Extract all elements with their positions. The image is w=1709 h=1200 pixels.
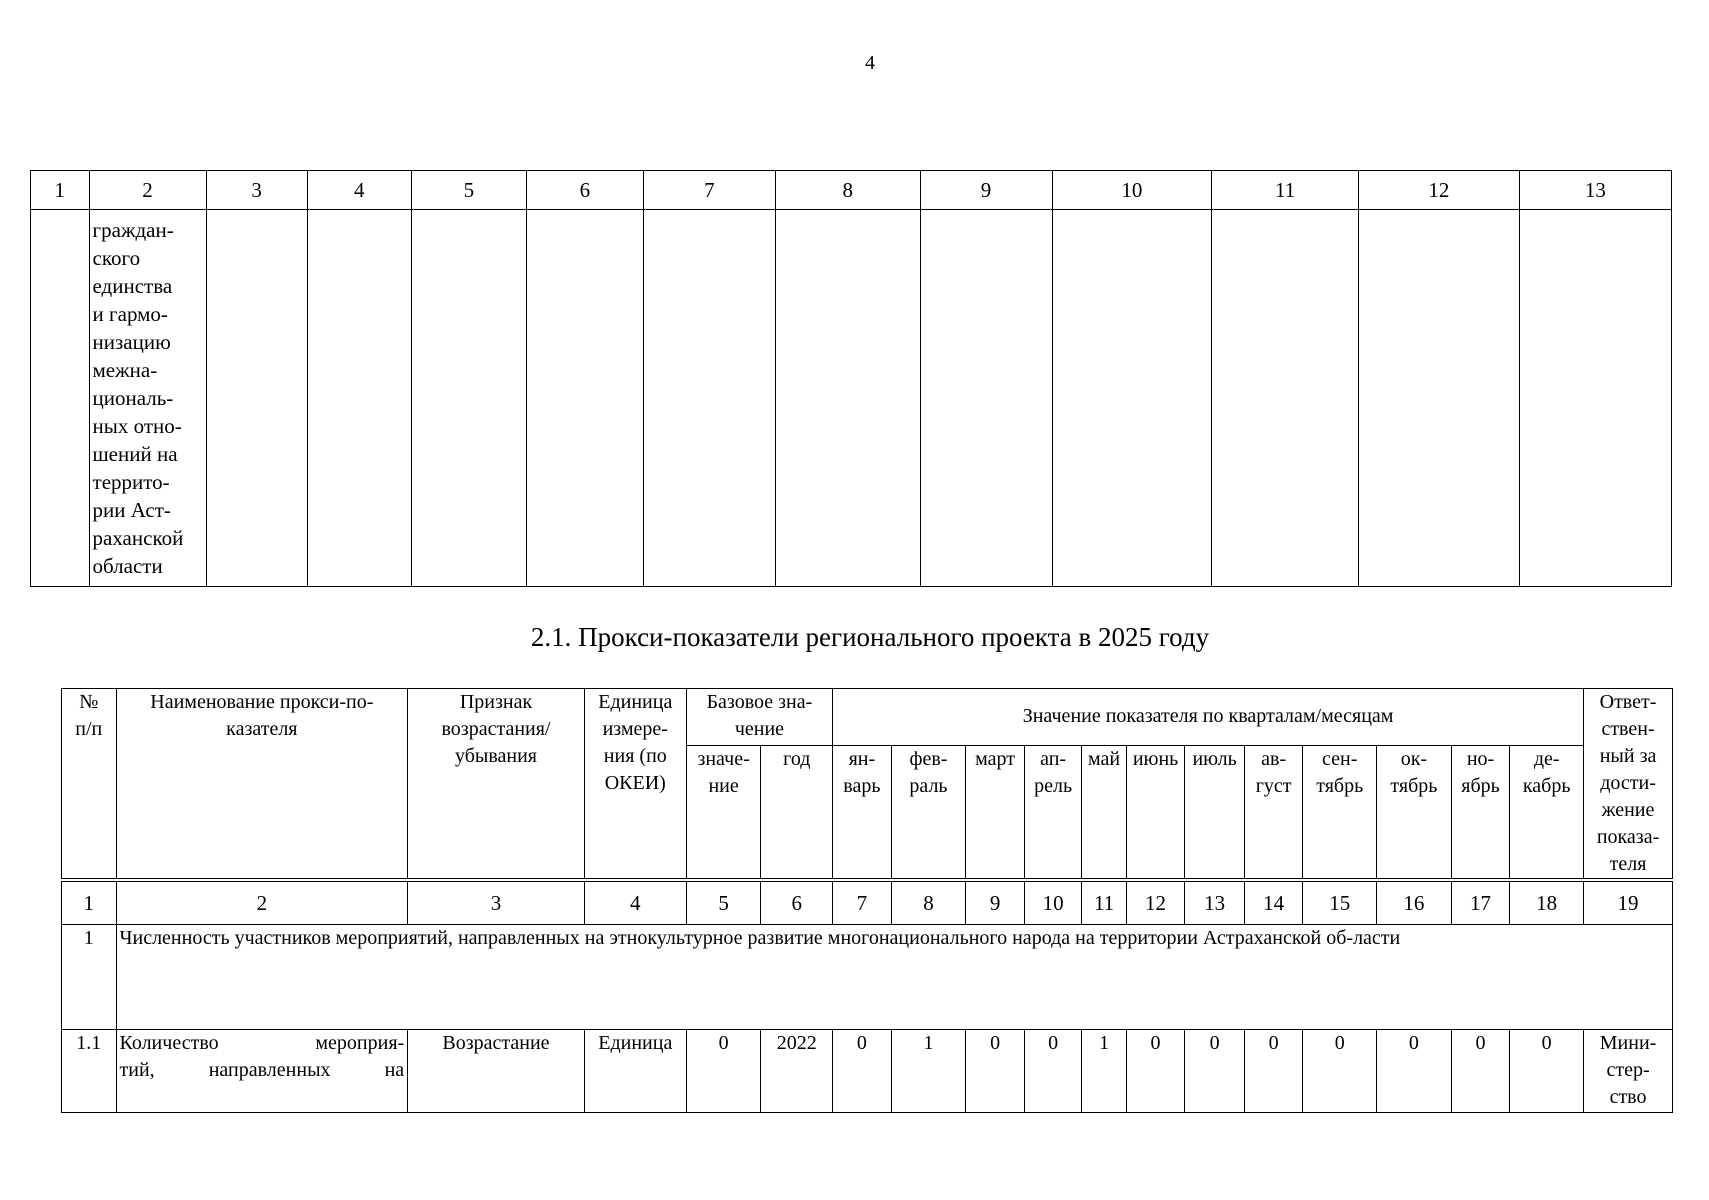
header-month-line: июль	[1192, 747, 1237, 770]
column-number-cell: 1	[62, 880, 117, 925]
header-month-line: фев-	[909, 747, 948, 770]
column-number-cell: 2	[116, 880, 408, 925]
header-month-line: раль	[909, 774, 948, 797]
header-base	[686, 689, 832, 746]
indicator-month-value: 0	[1126, 1030, 1185, 1113]
header-base-line: Базовое зна-	[706, 691, 813, 713]
column-number-cell: 4	[584, 880, 686, 925]
header-base-line: чение	[734, 718, 785, 740]
header-month-line: кабрь	[1522, 774, 1571, 797]
column-number-cell: 7	[643, 171, 775, 210]
header-month-line: ав-	[1261, 747, 1287, 770]
indicator-month-value: 0	[1510, 1030, 1584, 1113]
indicator-month-value: 1	[891, 1030, 966, 1113]
header-month-line: тябрь	[1316, 774, 1364, 797]
header-responsible-line: показа-	[1596, 826, 1660, 848]
header-month	[966, 745, 1025, 880]
column-number-row	[62, 880, 1673, 925]
continuation-header-row	[31, 171, 1672, 210]
header-responsible-line: дости-	[1600, 772, 1656, 794]
column-number-cell: 5	[411, 171, 526, 210]
header-month-line: тябрь	[1390, 774, 1438, 797]
continuation-text-line: низацию	[92, 330, 171, 354]
continuation-text-line: ского	[92, 246, 141, 270]
column-number-cell: 17	[1451, 880, 1510, 925]
continuation-text-cell	[89, 210, 206, 587]
header-month-line: рель	[1034, 774, 1073, 797]
continuation-text-line: циональ-	[92, 386, 174, 410]
column-number-cell: 9	[966, 880, 1025, 925]
column-number-cell: 18	[1510, 880, 1584, 925]
column-number-cell: 3	[206, 171, 307, 210]
indicator-month-value: 0	[1451, 1030, 1510, 1113]
header-row-top	[62, 689, 1673, 746]
header-unit-line: измере-	[602, 718, 668, 740]
header-month	[1377, 745, 1452, 880]
header-unit-line: ОКЕИ)	[604, 772, 666, 794]
header-sign-line: возрастания/	[441, 718, 551, 740]
header-month	[1126, 745, 1185, 880]
empty-cell	[1212, 210, 1359, 587]
column-number-cell: 3	[408, 880, 585, 925]
continuation-text-line: рии Аст-	[92, 498, 171, 522]
column-number-cell: 12	[1359, 171, 1520, 210]
empty-cell	[643, 210, 775, 587]
header-month	[1244, 745, 1303, 880]
column-number-cell: 9	[920, 171, 1052, 210]
empty-cell	[1052, 210, 1212, 587]
continuation-text-line: единства	[92, 274, 173, 298]
header-month	[891, 745, 966, 880]
section-title: 2.1. Прокси-показатели регионального проекта в 2025 году	[530, 622, 1210, 652]
header-base-value	[686, 745, 761, 880]
header-responsible	[1584, 689, 1673, 881]
column-number-cell: 10	[1024, 880, 1082, 925]
continuation-text-line: шений на	[92, 442, 178, 466]
continuation-body-row	[31, 210, 1672, 587]
indicator-month-value: 0	[1303, 1030, 1377, 1113]
continuation-text-line: граждан-	[92, 218, 174, 242]
header-num	[62, 689, 117, 881]
indicator-month-value: 1	[1082, 1030, 1126, 1113]
header-month-line: сен-	[1322, 747, 1358, 770]
header-month-line: но-	[1466, 747, 1495, 770]
proxy-indicators-table	[61, 688, 1673, 1113]
header-month-line: май	[1088, 747, 1121, 770]
column-number-cell: 5	[686, 880, 761, 925]
column-number-cell: 8	[775, 171, 920, 210]
column-number-cell: 19	[1584, 880, 1673, 925]
continuation-table	[30, 170, 1672, 587]
indicator-month-value: 0	[1244, 1030, 1303, 1113]
column-number-cell: 1	[31, 171, 90, 210]
indicator-responsible	[1584, 1030, 1673, 1113]
indicator-month-value: 0	[1024, 1030, 1082, 1113]
continuation-text-line: и гармо-	[92, 302, 168, 326]
indicator-name-line2: тий, направленных на	[119, 1059, 405, 1081]
header-responsible-line: жение	[1601, 799, 1655, 821]
column-number-cell: 6	[761, 880, 833, 925]
header-unit-line: Единица	[598, 691, 673, 713]
header-num-line: п/п	[75, 718, 103, 740]
indicator-name-line1: Количество мероприя-	[119, 1032, 405, 1054]
header-month-line: март	[975, 747, 1016, 770]
header-month	[1303, 745, 1377, 880]
indicator-num: 1.1	[62, 1030, 117, 1113]
header-responsible-line: ствен-	[1601, 718, 1655, 740]
column-number-cell: 15	[1303, 880, 1377, 925]
header-name-line: Наименование прокси-по-	[150, 691, 374, 713]
column-number-cell: 12	[1126, 880, 1185, 925]
header-month	[1185, 745, 1245, 880]
indicator-name	[116, 1030, 408, 1113]
column-number-cell: 7	[833, 880, 892, 925]
header-sign-line: Признак	[459, 691, 533, 713]
header-unit-line: ния (по	[603, 745, 667, 767]
header-name-line: казателя	[226, 718, 298, 740]
continuation-text-line: террито-	[92, 470, 170, 494]
empty-cell	[1519, 210, 1671, 587]
empty-cell	[206, 210, 307, 587]
page-number: 4	[865, 52, 875, 74]
empty-cell	[775, 210, 920, 587]
header-month	[833, 745, 892, 880]
indicator-responsible-line: ство	[1609, 1086, 1647, 1108]
header-base-value-line: значе-	[697, 747, 750, 770]
column-number-cell: 6	[526, 171, 643, 210]
header-month-line: де-	[1533, 747, 1560, 770]
empty-cell	[526, 210, 643, 587]
goal-text: Численность участников мероприятий, направленных на этнокультурное развитие многонационального народа на территории Астраханской об-ласти	[116, 925, 1673, 1030]
indicator-base-year: 2022	[761, 1030, 833, 1113]
header-responsible-line: Ответ-	[1599, 691, 1657, 713]
header-responsible-line: теля	[1609, 853, 1647, 875]
header-month-line: густ	[1255, 774, 1292, 797]
empty-cell	[31, 210, 90, 587]
empty-cell	[1359, 210, 1520, 587]
header-quarters: Значение показателя по кварталам/месяцам	[833, 689, 1584, 746]
header-num-line: №	[79, 691, 99, 713]
continuation-text-line: области	[92, 554, 163, 578]
header-sign-line: убывания	[454, 745, 537, 767]
header-base-year: год	[761, 745, 833, 880]
header-name	[116, 689, 408, 881]
header-month-line: ок-	[1400, 747, 1428, 770]
indicator-month-value: 0	[833, 1030, 892, 1113]
header-sign	[408, 689, 585, 881]
column-number-cell: 10	[1052, 171, 1212, 210]
column-number-cell: 4	[307, 171, 411, 210]
column-number-cell: 13	[1519, 171, 1671, 210]
column-number-cell: 8	[891, 880, 966, 925]
column-number-cell: 11	[1082, 880, 1126, 925]
indicator-responsible-line: Мини-	[1599, 1032, 1657, 1054]
header-month	[1510, 745, 1584, 880]
header-month	[1024, 745, 1082, 880]
header-responsible-line: ный за	[1599, 745, 1657, 767]
indicator-row	[62, 1030, 1673, 1113]
header-month-line: ян-	[848, 747, 876, 770]
column-number-cell: 14	[1244, 880, 1303, 925]
column-number-cell: 16	[1377, 880, 1452, 925]
indicator-month-value: 0	[1377, 1030, 1452, 1113]
indicator-unit: Единица	[584, 1030, 686, 1113]
empty-cell	[411, 210, 526, 587]
header-month-line: ап-	[1040, 747, 1067, 770]
continuation-text-line: раханской	[92, 526, 184, 550]
continuation-text-line: ных отно-	[92, 414, 182, 438]
header-month	[1082, 745, 1126, 880]
header-unit	[584, 689, 686, 881]
empty-cell	[920, 210, 1052, 587]
indicator-responsible-line: стер-	[1606, 1059, 1650, 1081]
column-number-cell: 2	[89, 171, 206, 210]
header-month-line: ябрь	[1461, 774, 1500, 797]
indicator-sign: Возрастание	[408, 1030, 585, 1113]
header-base-value-line: ние	[708, 774, 739, 797]
indicator-month-value: 0	[966, 1030, 1025, 1113]
empty-cell	[307, 210, 411, 587]
goal-num: 1	[62, 925, 117, 1030]
header-month-line: июнь	[1132, 747, 1179, 770]
header-month	[1451, 745, 1510, 880]
indicator-month-value: 0	[1185, 1030, 1245, 1113]
column-number-cell: 13	[1185, 880, 1245, 925]
header-month-line: варь	[843, 774, 881, 797]
goal-row	[62, 925, 1673, 1030]
indicator-base-value: 0	[686, 1030, 761, 1113]
continuation-text-line: межна-	[92, 358, 158, 382]
column-number-cell: 11	[1212, 171, 1359, 210]
